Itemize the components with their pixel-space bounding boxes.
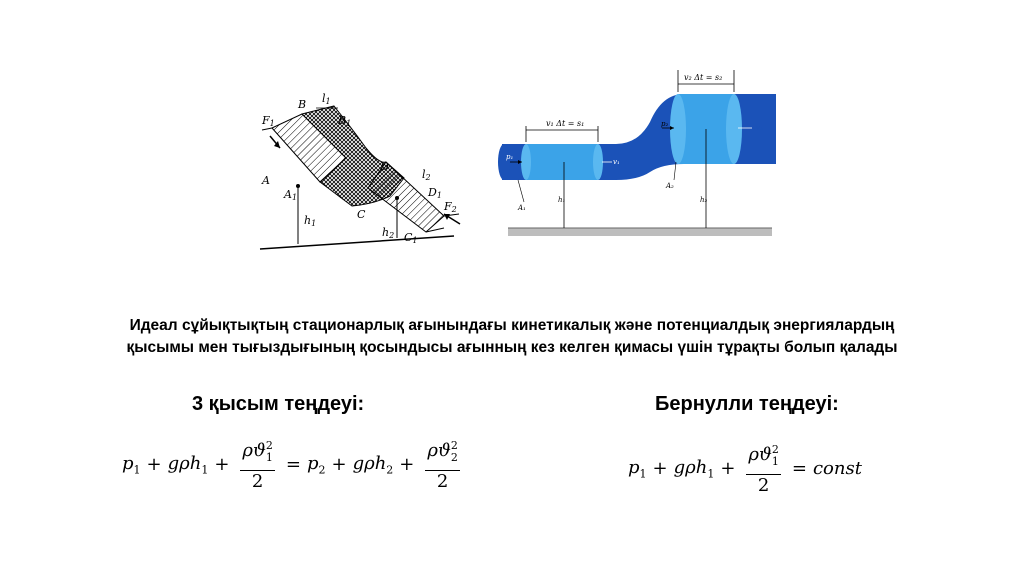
label-C: C bbox=[357, 208, 366, 221]
bernoulli-equation-heading: Бернулли теңдеуі: bbox=[655, 393, 839, 415]
svg-text:B bbox=[297, 98, 306, 111]
label-A2: A₂ bbox=[666, 182, 674, 190]
label-A1: A₁ bbox=[518, 204, 526, 212]
label-h1: h₁ bbox=[558, 196, 566, 204]
label-l2: l bbox=[422, 168, 426, 181]
svg-text:A1: A1 bbox=[284, 188, 298, 202]
svg-text:C bbox=[357, 208, 366, 221]
label-A: A bbox=[262, 174, 270, 187]
svg-text:C1: C1 bbox=[404, 231, 418, 245]
label-F1: F bbox=[262, 114, 270, 127]
pressure-equation-formula: $p_1$ + gρh$_1$ + $\frac{\rho ϑ^2_1}{2}$ = $p_2$ + gρh$_2$ + $\frac{\rho ϑ^2_2}{2}$ bbox=[122, 436, 465, 493]
label-B1: B bbox=[338, 114, 347, 127]
svg-text:D1: D1 bbox=[428, 186, 442, 200]
label-h2: h bbox=[382, 226, 390, 239]
svg-text:D bbox=[379, 160, 389, 173]
svg-text:B1: B1 bbox=[338, 114, 352, 128]
bernoulli-equation-formula: $p_1$ + gρh$_1$ + $\frac{\rho ϑ^2_1}{2}$ = const bbox=[628, 440, 862, 497]
label-v1: v₁ bbox=[613, 158, 620, 166]
ground-line bbox=[260, 236, 454, 249]
statement-line-2: қысымы мен тығыздығының қосындысы ағынның кез келген қимасы үшін тұрақты болып қалады bbox=[126, 339, 898, 356]
svg-text:A bbox=[261, 174, 270, 187]
svg-text:l1: l1 bbox=[322, 92, 331, 106]
label-s2: v₂ Δt = s₂ bbox=[684, 73, 723, 82]
label-p2: p₂ bbox=[661, 120, 669, 128]
label-s1: v₁ Δt = s₁ bbox=[546, 119, 585, 128]
label-D1: D bbox=[428, 186, 437, 199]
label-v2: v₂ bbox=[756, 124, 763, 132]
label-l1: l bbox=[322, 92, 326, 105]
label-h1: h bbox=[304, 214, 312, 227]
label-A1: A bbox=[284, 188, 292, 201]
label-h2: h₂ bbox=[700, 196, 708, 204]
bernoulli-pipe-diagram bbox=[498, 62, 778, 247]
principle-statement bbox=[40, 315, 984, 359]
label-D: D bbox=[380, 160, 389, 173]
statement-line-1: Идеал сұйықтықтың стационарлық ағынындағы кинетикалық және потенциалдық энергиялардың bbox=[129, 317, 895, 334]
pressure-equation-heading: 3 қысым теңдеуі: bbox=[192, 393, 365, 415]
svg-text:h1: h1 bbox=[304, 214, 317, 228]
fluid-slice-1 bbox=[526, 144, 598, 180]
svg-text:l2: l2 bbox=[422, 168, 431, 182]
svg-text:F2: F2 bbox=[444, 200, 457, 214]
svg-text:F1: F1 bbox=[262, 114, 275, 128]
label-C1: C bbox=[404, 231, 413, 244]
ground-bar bbox=[508, 228, 772, 236]
label-B: B bbox=[298, 98, 307, 111]
svg-text:h2: h2 bbox=[382, 226, 395, 240]
label-F2: F bbox=[444, 200, 452, 213]
label-p1: p₁ bbox=[506, 153, 514, 161]
inclined-pipe-diagram bbox=[254, 86, 469, 256]
const-term: const bbox=[812, 457, 862, 479]
